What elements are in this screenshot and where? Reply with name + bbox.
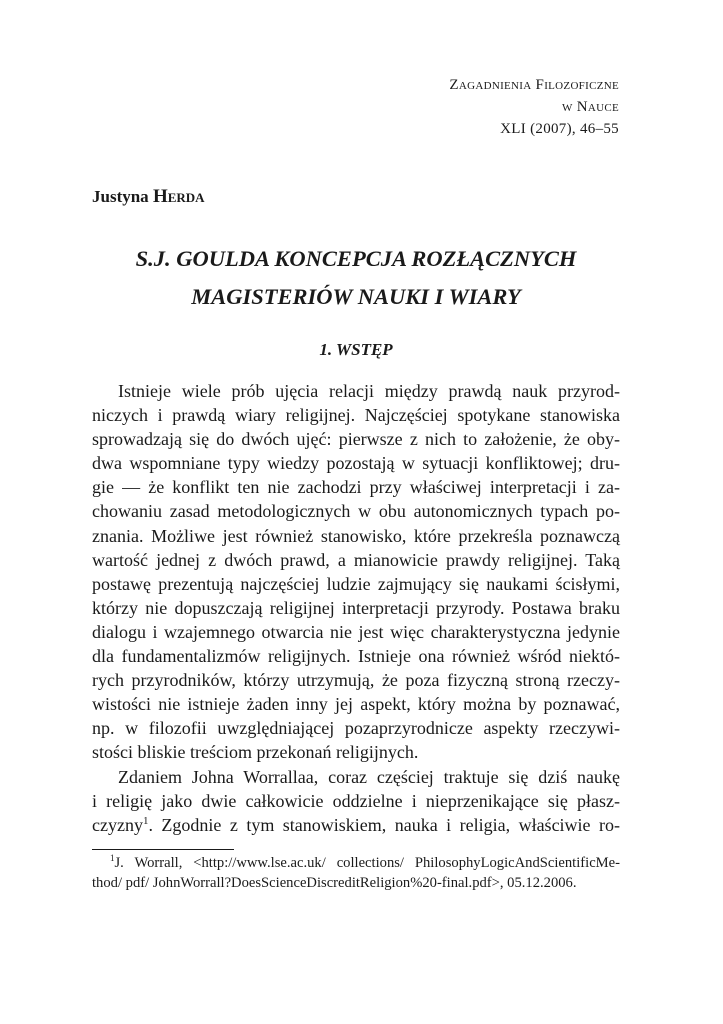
body-line: Istnieje wiele prób ujęcia relacji między prawdą nauk przyrod- xyxy=(118,381,620,401)
body-line: znania. Możliwe jest również stanowisko, które przekreśla poznawczą xyxy=(92,525,620,546)
title-line-1: S.J. GOULDA KONCEPCJA ROZŁĄCZNYCH xyxy=(135,246,577,271)
body-line: Zdaniem Johna Worrallaa, coraz częściej traktuje się dziś naukę xyxy=(118,766,620,787)
body-text-fragment: czyzny xyxy=(92,814,143,835)
body-text xyxy=(92,379,620,837)
body-line: stości bliskie treściom przekonań religijnych. xyxy=(92,742,419,763)
body-text-fragment: . Zgodnie z tym stanowiskiem, nauka i religia, właściwie ro- xyxy=(148,814,620,835)
author-first-name: Justyna xyxy=(92,187,149,206)
body-line: którzy nie dopuszczają religijnej interpretacji przyrody. Postawa braku xyxy=(92,597,620,618)
body-line: gie — że konflikt ten nie zachodzi przy właściwej interpretacji i za- xyxy=(92,477,620,498)
body-line: sprowadzają się do dwóch ujęć: pierwsze z nich to założenie, że oby- xyxy=(92,429,620,450)
author-name xyxy=(92,186,205,208)
body-line: wartość jednej z dwóch prawd, a mianowicie prawdy religijnej. Taką xyxy=(92,549,620,570)
section-heading: 1. WSTĘP xyxy=(319,340,393,359)
body-line: np. w filozofii uwzględniającej pozaprzyrodnicze aspekty rzeczywi- xyxy=(92,718,620,739)
journal-header xyxy=(449,74,619,140)
body-line-with-footnote xyxy=(92,813,620,837)
body-line: niczych i prawdą wiary religijnej. Najczęściej spotykane stanowiska xyxy=(92,405,620,426)
body-line: dwa wspomniane typy wiedzy pozostają w sytuacji konfliktowej; dru- xyxy=(92,453,620,474)
body-line: postawę prezentują najczęściej ludzie zajmujący się naukami ścisłymi, xyxy=(92,573,620,594)
body-line: i religię jako dwie całkowicie oddzielne i nieprzenikające się płasz- xyxy=(92,790,620,811)
footnote-divider xyxy=(92,849,234,850)
footnote-reference: 1 xyxy=(142,814,149,827)
footnote-text: J. Worrall, <http://www.lse.ac.uk/ collections/ PhilosophyLogicAndScientificMe- xyxy=(114,855,620,871)
title-line-2: MAGISTERIÓW NAUKI I WIARY xyxy=(191,284,521,309)
footnote-number: 1 xyxy=(110,853,115,864)
body-line: chowaniu zasad metodologicznych w obu autonomicznych typach po- xyxy=(92,501,620,522)
journal-subtitle: w Nauce xyxy=(561,99,619,115)
footnote-line xyxy=(92,853,620,873)
author-surname: Herda xyxy=(152,186,205,207)
article-title xyxy=(92,240,620,316)
body-line: dla fundamentalizmów religijnych. Istnieje ona również wśród niektó- xyxy=(92,646,620,667)
footnote xyxy=(92,853,620,893)
body-line: wistości nie istnieje żaden inny jej aspekt, który można by poznawać, xyxy=(92,694,620,715)
journal-volume: XLI (2007), 46–55 xyxy=(500,121,619,137)
journal-name: Zagadnienia Filozoficzne xyxy=(449,77,619,93)
body-line: dialogu i wzajemnego otwarcia nie jest więc charakterystyczna jedynie xyxy=(92,621,620,642)
footnote-line: thod/ pdf/ JohnWorrall?DoesScienceDiscreditReligion%20-final.pdf>, 05.12.2006. xyxy=(92,875,577,891)
body-line: rych przyrodników, którzy utrzymują, że poza fizyczną stroną rzeczy- xyxy=(92,670,620,691)
